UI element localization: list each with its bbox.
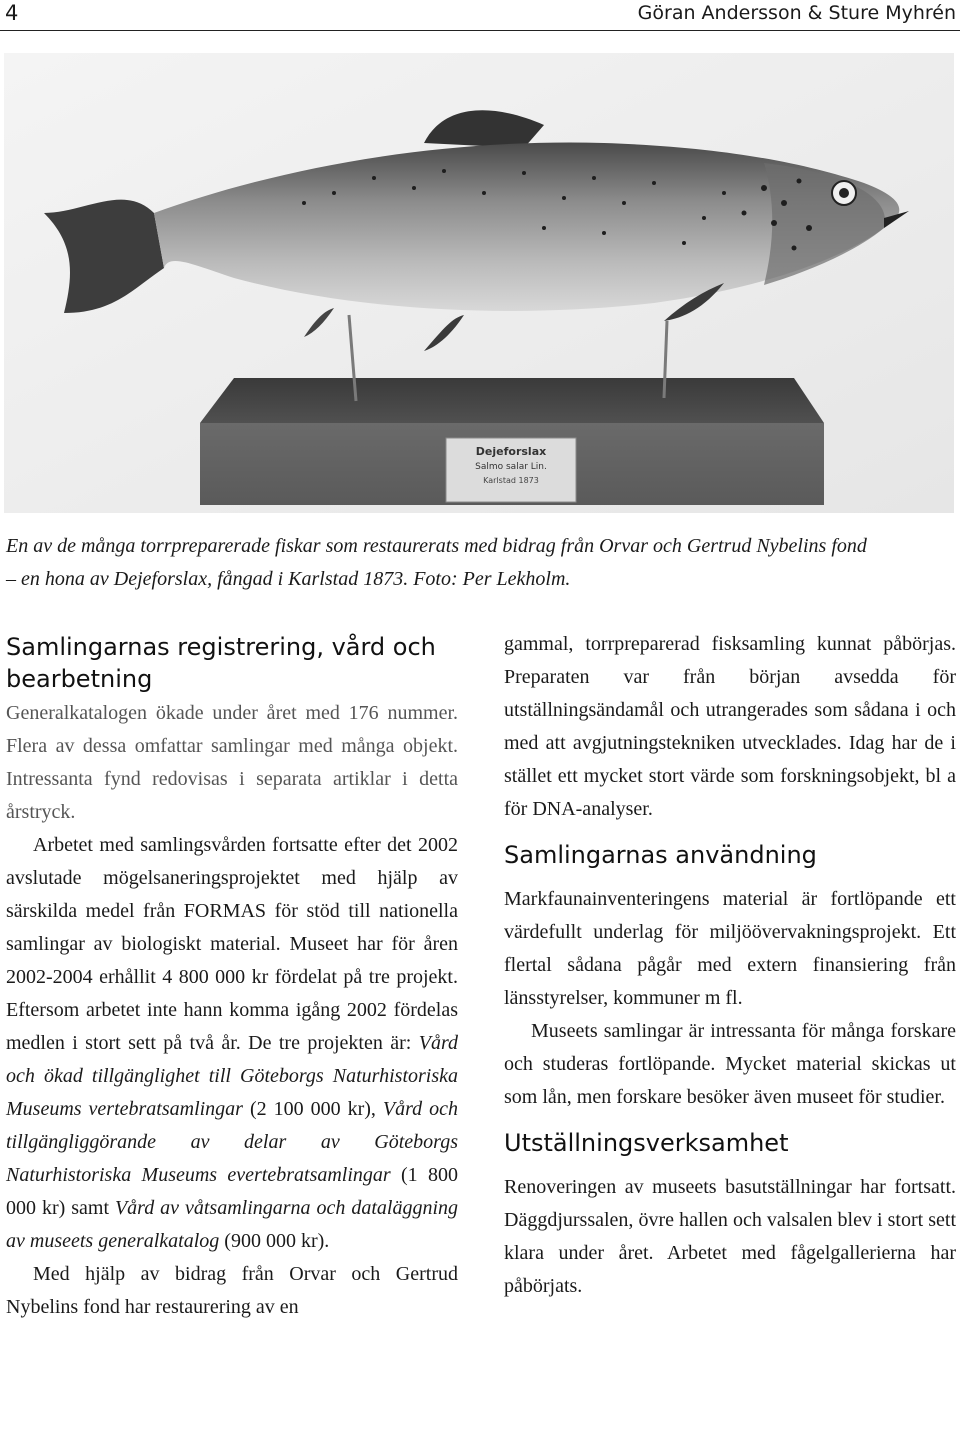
project-title-vertebrat: Vård och ökad tillgänglighet till Göteborgs Naturhistoriska Museums vertebratsamlingar [6,1032,458,1120]
paragraph-continued: gammal, torrpreparerad fisksamling kunnat påbörjas. Preparaten var från början avsedda för utställningsändamål och utrangerades som sådana i och med att avgjutningstekniken utvecklades. Idag har de i stället ett mycket stort värde som forskningsobjekt, bl a för DNA-analyser. [504,633,956,820]
fish-specimen-photo [4,53,954,513]
running-head-authors: Göran Andersson & Sture Myhrén [637,2,956,24]
specimen-label-name: Dejeforslax [475,445,547,458]
paragraph-nybelins-fond: Med hjälp av bidrag från Orvar och Gertrud Nybelins fond har restaurering av en [6,1263,458,1318]
page-number: 4 [5,1,19,25]
specimen-label-species: Salmo salar Lin. [475,462,547,472]
text-run: (2 100 000 kr), [242,1098,383,1120]
text-run: (1 800 000 kr) samt [6,1164,458,1219]
project-title-vatsamlingar: Vård av våtsamlingarna och dataläggning av museets generalkatalog [6,1197,458,1252]
caption-line-2: – en hona av Dejeforslax, fångad i Karlstad 1873. Foto: Per Lekholm. [6,568,571,590]
paragraph-markfauna: Markfaunainventeringens material är fortlöpande ett värdefullt underlag för miljöövervakningsprojekt. Ett flertal sådana pågår med extern finansiering från länsstyrelser, kommuner m fl. [504,888,956,1009]
paragraph-renovering: Renoveringen av museets basutställningar har fortsatt. Däggdjurssalen, övre hallen och valsalen blev i stort sett klara under året. Arbetet med fågelgallerierna har påbörjats. [504,1176,956,1297]
text-run: Arbetet med samlingsvården fortsatte efter det 2002 avslutade mögelsaneringsprojektet med hjälp av särskilda medel från FORMAS för stöd till nationella samlingar av biologiskt material. Museet har för åren 2002-2004 erhållit 4 800 000 kr fördelat på tre projekt. Eftersom arbetet inte hann komma igång 2002 fördelas medlen i stort sett på två år. De tre projekten är: [6,834,458,1054]
left-column [6,628,458,1324]
section-heading-registrering: Samlingarnas registrering, vård och bearbetning [6,633,436,693]
text-run: (900 000 kr). [219,1230,330,1252]
caption-line-1: En av de många torrpreparerade fiskar som restaurerats med bidrag från Orvar och Gertrud Nybelins fond [6,535,867,557]
specimen-label-place: Karlstad 1873 [483,476,539,485]
page-header [0,0,960,31]
project-title-evertebrat: Vård och tillgängliggörande av delar av Göteborgs Naturhistoriska Museums evertebratsamlingar [6,1098,458,1186]
right-column [504,628,956,1303]
photo-caption [6,530,956,596]
paragraph-forskare: Museets samlingar är intressanta för många forskare och studeras fortlöpande. Mycket material skickas ut som lån, men forskare besöker även museet för studier. [504,1020,956,1108]
paragraph-generalkatalog: Generalkatalogen ökade under året med 176 nummer. Flera av dessa omfattar samlingar med många objekt. Intressanta fynd redovisas i separata artiklar i detta årstryck. [6,702,458,823]
paragraph-samlingsvard [6,829,458,1258]
section-heading-anvandning: Samlingarnas användning [504,841,817,869]
section-heading-utstallning: Utställningsverksamhet [504,1129,789,1157]
